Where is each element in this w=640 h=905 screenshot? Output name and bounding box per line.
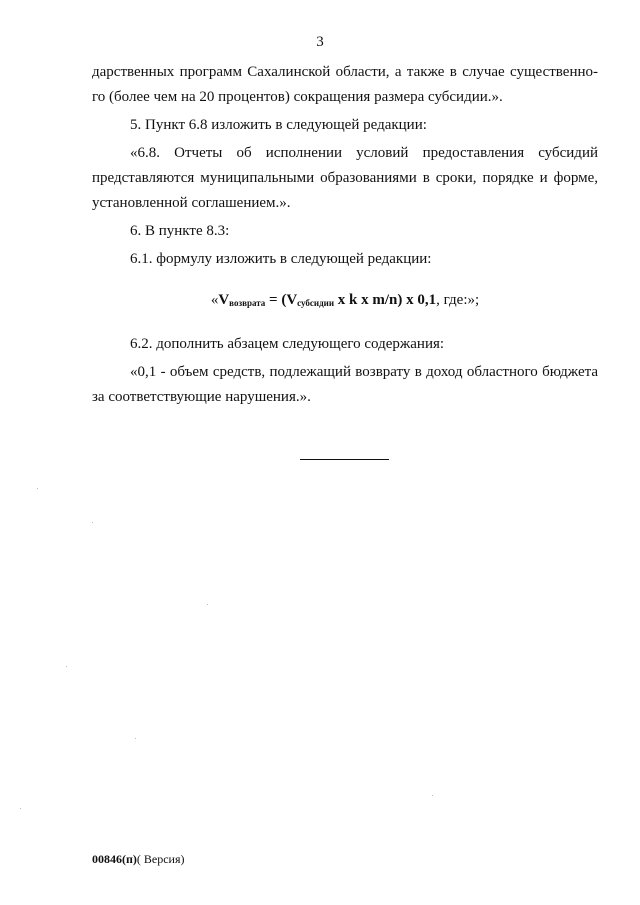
formula-v-subsidy: V xyxy=(286,292,298,308)
scan-speck xyxy=(207,604,208,605)
formula xyxy=(92,288,598,316)
formula-v: V xyxy=(218,292,230,308)
paragraph-item-6: 6. В пункте 8.3: xyxy=(130,223,230,239)
separator-line xyxy=(300,459,389,460)
scan-speck xyxy=(20,808,21,809)
scan-speck xyxy=(135,738,136,739)
paragraph-quote-6-8: «6.8. Отчеты об исполнении условий предоставления субсидий представляются муниципальными образованиями в сроки, порядке и форме, установленной соглашением.». xyxy=(92,145,598,211)
formula-open-quote: « xyxy=(210,292,219,308)
scan-speck xyxy=(66,666,67,667)
formula-equals: = ( xyxy=(265,292,287,308)
footer-version: ( Версия) xyxy=(136,852,185,866)
formula-rest: x k x m/n) x 0,1 xyxy=(334,292,437,308)
page-number: 3 xyxy=(316,34,324,50)
paragraph-item-6-1: 6.1. формулу изложить в следующей редакции: xyxy=(130,251,432,267)
document-body xyxy=(92,60,598,410)
scan-speck xyxy=(92,522,93,523)
paragraph-item-6-2: 6.2. дополнить абзацем следующего содержания: xyxy=(130,336,445,352)
paragraph-quote-0-1: «0,1 - объем средств, подлежащий возврату в доход областного бюджета за соответствующие нарушения.». xyxy=(92,364,598,405)
paragraph-item-5: 5. Пункт 6.8 изложить в следующей редакции: xyxy=(130,117,427,133)
formula-tail: , где:»; xyxy=(436,292,480,308)
scan-speck xyxy=(37,488,38,489)
footer-code xyxy=(92,852,185,867)
paragraph-continuation: дарственных программ Сахалинской области, а также в случае существенно-го (более чем на 20 процентов) сокращения размера субсидии.». xyxy=(92,64,598,105)
scan-speck xyxy=(432,795,433,796)
formula-sub-subsidy: субсидии xyxy=(297,298,335,308)
footer-doc-code: 00846(п) xyxy=(92,852,137,866)
formula-sub-return: возврата xyxy=(229,298,266,308)
